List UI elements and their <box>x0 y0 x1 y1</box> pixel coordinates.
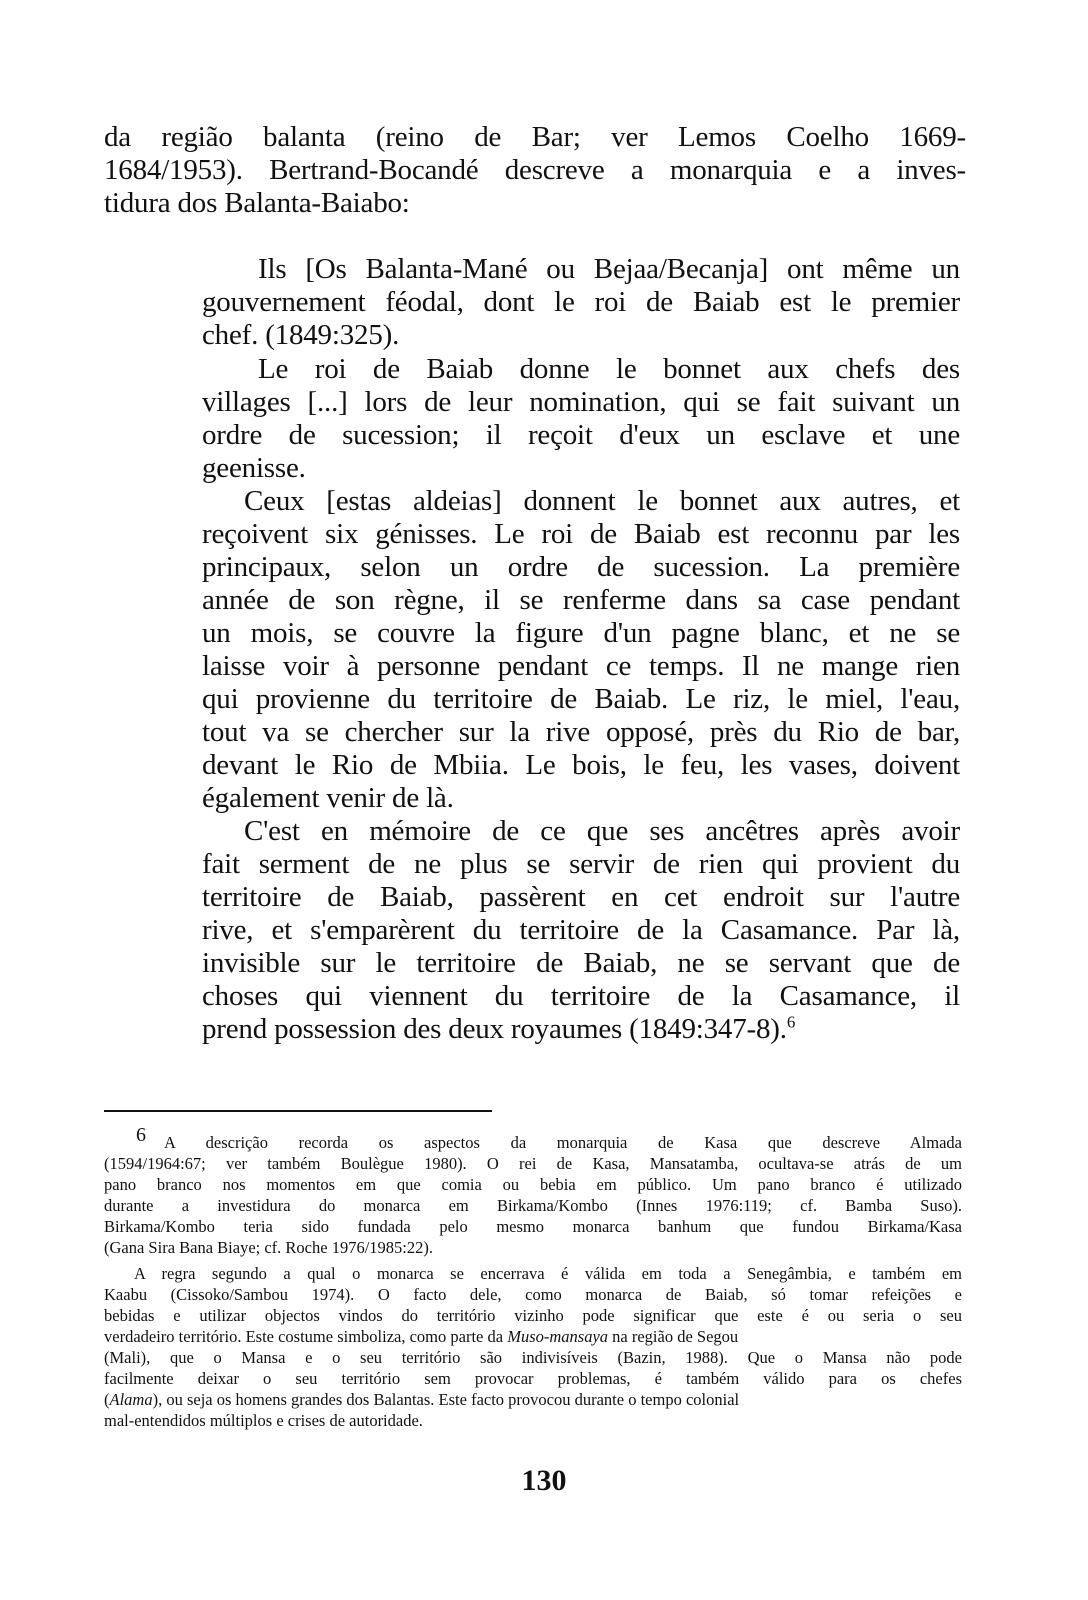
footnote-line: pano branco nos momentos em que comia ou bebia em público. Um pano branco é utilizado <box>104 1175 962 1194</box>
footnote-line: A descrição recorda os aspectos da monarquia de Kasa que descreve Almada <box>164 1133 962 1152</box>
footnote-line <box>104 1390 962 1410</box>
intro-line: da região balanta (reino de Bar; ver Lemos Coelho 1669- <box>104 121 966 153</box>
footnote-italic-term: Alama <box>109 1390 153 1409</box>
quote-line: C'est en mémoire de ce que ses ancêtres après avoir <box>244 815 960 847</box>
footnote-line: (1594/1964:67; ver também Boulègue 1980). O rei de Kasa, Mansatamba, ocultava-se atrás de um <box>104 1154 962 1173</box>
footnote-line: Birkama/Kombo teria sido fundada pelo mesmo monarca banhum que fundou Birkama/Kasa <box>104 1217 962 1236</box>
footnote-reference[interactable]: 6 <box>786 1012 796 1032</box>
footnote-line: facilmente deixar o seu território sem provocar problemas, é também válido para os chefes <box>104 1369 962 1388</box>
footnote-line: mal-entendidos múltiplos e crises de autoridade. <box>104 1411 423 1430</box>
quote-line: année de son règne, il se renferme dans sa case pendant <box>202 584 960 616</box>
quote-line: territoire de Baiab, passèrent en cet endroit sur l'autre <box>202 881 960 913</box>
footnote-text: na região de Segou <box>608 1327 739 1346</box>
quote-line: gouvernement féodal, dont le roi de Baiab est le premier <box>202 286 960 318</box>
quote-line: également venir de là. <box>202 782 454 814</box>
footnote-text: verdadeiro território. Este costume simboliza, como parte da <box>104 1327 508 1346</box>
quote-line: Ils [Os Balanta-Mané ou Bejaa/Becanja] ont même un <box>258 253 960 285</box>
footnote-text: ( <box>104 1390 110 1409</box>
quote-last-text: prend possession des deux royaumes (1849:347-8). <box>202 1013 787 1045</box>
footnote-line: Kaabu (Cissoko/Sambou 1974). O facto dele, como monarca de Baiab, só tomar refeições e <box>104 1285 962 1304</box>
footnote-text: ), ou seja os homens grandes dos Balantas. Este facto provocou durante o tempo colonial <box>152 1390 740 1409</box>
footnote-line: durante a investidura do monarca em Birkama/Kombo (Innes 1976:119; cf. Bamba Suso). <box>104 1196 962 1215</box>
quote-line: geenisse. <box>202 452 306 484</box>
quote-line: ordre de sucession; il reçoit d'eux un esclave et une <box>202 419 960 451</box>
footnote-separator <box>104 1110 492 1112</box>
quote-line: reçoivent six génisses. Le roi de Baiab est reconnu par les <box>202 518 960 550</box>
quote-line: tout va se chercher sur la rive opposé, près du Rio de bar, <box>202 716 960 748</box>
quote-line: un mois, se couvre la figure d'un pagne blanc, et ne se <box>202 617 960 649</box>
quote-line: rive, et s'emparèrent du territoire de la Casamance. Par là, <box>202 914 960 946</box>
intro-line: 1684/1953). Bertrand-Bocandé descreve a monarquia e a inves- <box>104 154 966 186</box>
quote-line: laisse voir à personne pendant ce temps. Il ne mange rien <box>202 650 960 682</box>
footnote-line: A regra segundo a qual o monarca se encerrava é válida em toda a Senegâmbia, e também em <box>134 1264 962 1283</box>
footnote-line <box>104 1327 962 1347</box>
intro-line: tidura dos Balanta-Baiabo: <box>104 187 410 219</box>
quote-line: villages [...] lors de leur nomination, qui se fait suivant un <box>202 386 960 418</box>
footnote-italic-term: Muso-mansaya <box>507 1327 609 1346</box>
quote-line: devant le Rio de Mbiia. Le bois, le feu, les vases, doivent <box>202 749 960 781</box>
footnote-line: (Gana Sira Bana Biaye; cf. Roche 1976/1985:22). <box>104 1238 433 1257</box>
quote-line: Le roi de Baiab donne le bonnet aux chefs des <box>258 353 960 385</box>
quote-line: choses qui viennent du territoire de la Casamance, il <box>202 980 960 1012</box>
quote-line: qui provienne du territoire de Baiab. Le riz, le miel, l'eau, <box>202 683 960 715</box>
quote-line: principaux, selon un ordre de sucession. La première <box>202 551 960 583</box>
quote-line: chef. (1849:325). <box>202 319 400 351</box>
footnote-number: 6 <box>136 1124 146 1146</box>
footnote-line: (Mali), que o Mansa e o seu território são indivisíveis (Bazin, 1988). Que o Mansa não pode <box>104 1348 962 1367</box>
quote-line: Ceux [estas aldeias] donnent le bonnet aux autres, et <box>244 485 960 517</box>
footnote-line: bebidas e utilizar objectos vindos do território vizinho pode significar que este é ou seria o seu <box>104 1306 962 1325</box>
quote-line: invisible sur le territoire de Baiab, ne se servant que de <box>202 947 960 979</box>
quote-line: fait serment de ne plus se servir de rien qui provient du <box>202 848 960 880</box>
page-number: 130 <box>521 1464 567 1497</box>
quote-line-last <box>202 1013 795 1046</box>
